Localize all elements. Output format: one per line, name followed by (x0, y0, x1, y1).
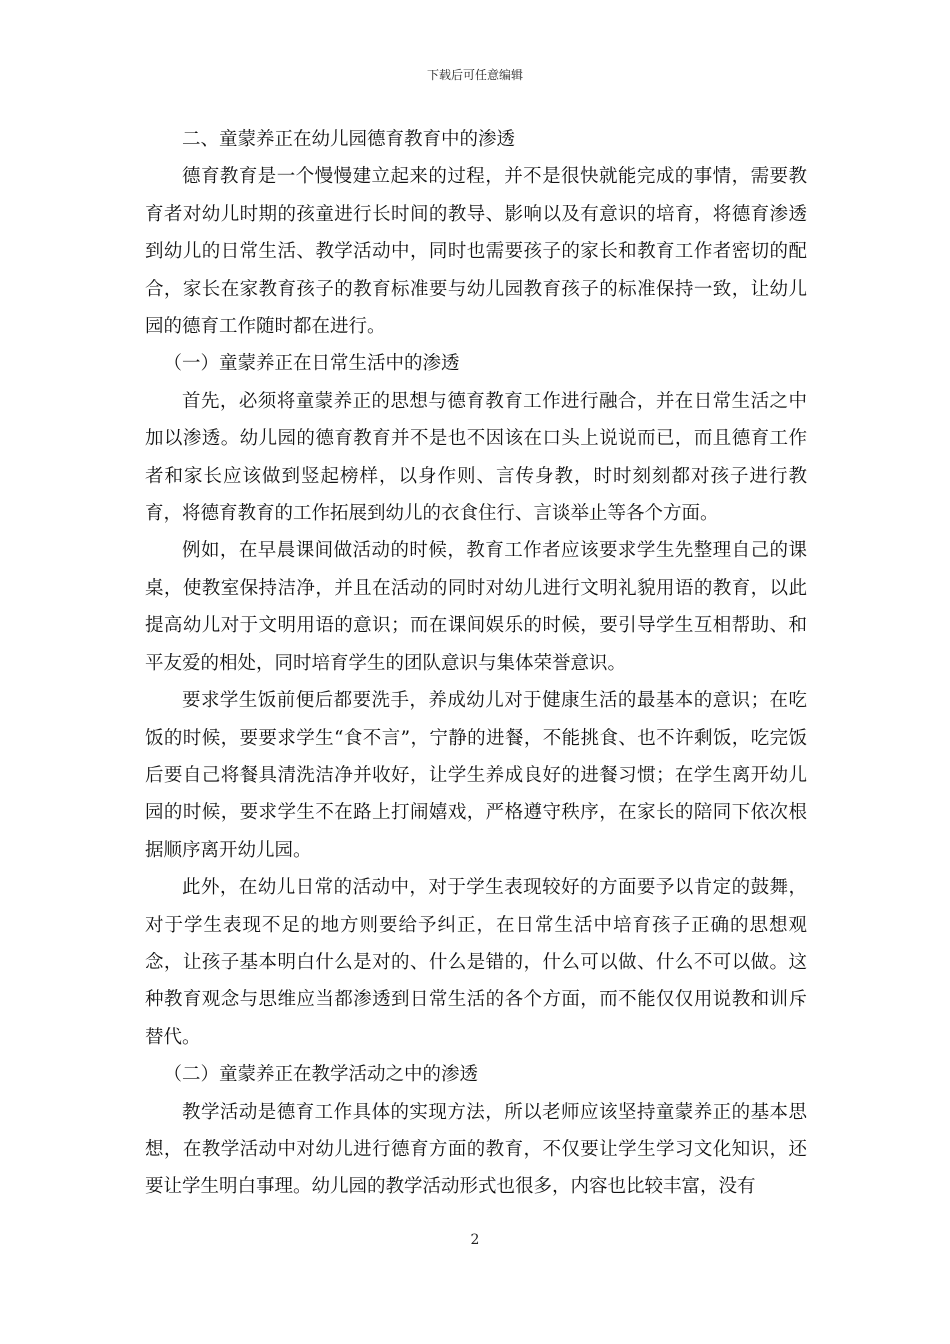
paragraph: 例如，在早晨课间做活动的时候，教育工作者应该要求学生先整理自己的课桌，使教室保持洁净，并且在活动的同时对幼儿进行文明礼貌用语的教育，以此提高幼儿对于文明用语的意识；而在课间娱乐的时候，要引导学生互相帮助、和平友爱的相处，同时培育学生的团队意识与集体荣誉意识。 (145, 540, 807, 674)
paragraph: 此外，在幼儿日常的活动中，对于学生表现较好的方面要予以肯定的鼓舞，对于学生表现不足的地方则要给予纠正，在日常生活中培育孩子正确的思想观念，让孩子基本明白什么是对的、什么是错的，什么可以做、什么不可以做。这种教育观念与思维应当都渗透到日常生活的各个方面，而不能仅仅用说教和训斥替代。 (145, 877, 807, 1048)
paragraph: 要求学生饭前便后都要洗手，养成幼儿对于健康生活的最基本的意识；在吃饭的时候，要要求学生“食不言”，宁静的进餐，不能挑食、也不许剩饭，吃完饭后要自己将餐具清洗洁净并收好，让学生养成良好的进餐习惯；在学生离开幼儿园的时候，要求学生不在路上打闹嬉戏，严格遵守秩序，在家长的陪同下依次根据顺序离开幼儿园。 (145, 690, 807, 861)
subsection-heading: （一）童蒙养正在日常生活中的渗透 (163, 353, 460, 375)
paragraph: 德育教育是一个慢慢建立起来的过程，并不是很快就能完成的事情，需要教育者对幼儿时期的孩童进行长时间的教导、影响以及有意识的培育，将德育渗透到幼儿的日常生活、教学活动中，同时也需要孩子的家长和教育工作者密切的配合，家长在家教育孩子的教育标准要与幼儿园教育孩子的标准保持一致，让幼儿园的德育工作随时都在进行。 (145, 166, 807, 338)
page-number: 2 (470, 1232, 480, 1248)
subsection-heading: （二）童蒙养正在教学活动之中的渗透 (163, 1064, 479, 1086)
paragraph: 首先，必须将童蒙养正的思想与德育教育工作进行融合，并在日常生活之中加以渗透。幼儿园的德育教育并不是也不因该在口头上说说而已，而且德育工作者和家长应该做到竖起榜样，以身作则、言传身教，时时刻刻都对孩子进行教育，将德育教育的工作拓展到幼儿的衣食住行、言谈举止等各个方面。 (145, 390, 807, 525)
page-body (145, 121, 807, 1206)
page-header: 下载后可任意编辑 (426, 68, 523, 82)
paragraph: 教学活动是德育工作具体的实现方法，所以老师应该坚持童蒙养正的基本思想，在教学活动中对幼儿进行德育方面的教育，不仅要让学生学习文化知识，还要让学生明白事理。幼儿园的教学活动形式也很多，内容也比较丰富，没有 (145, 1101, 807, 1198)
section-heading: 二、童蒙养正在幼儿园德育教育中的渗透 (182, 129, 516, 150)
